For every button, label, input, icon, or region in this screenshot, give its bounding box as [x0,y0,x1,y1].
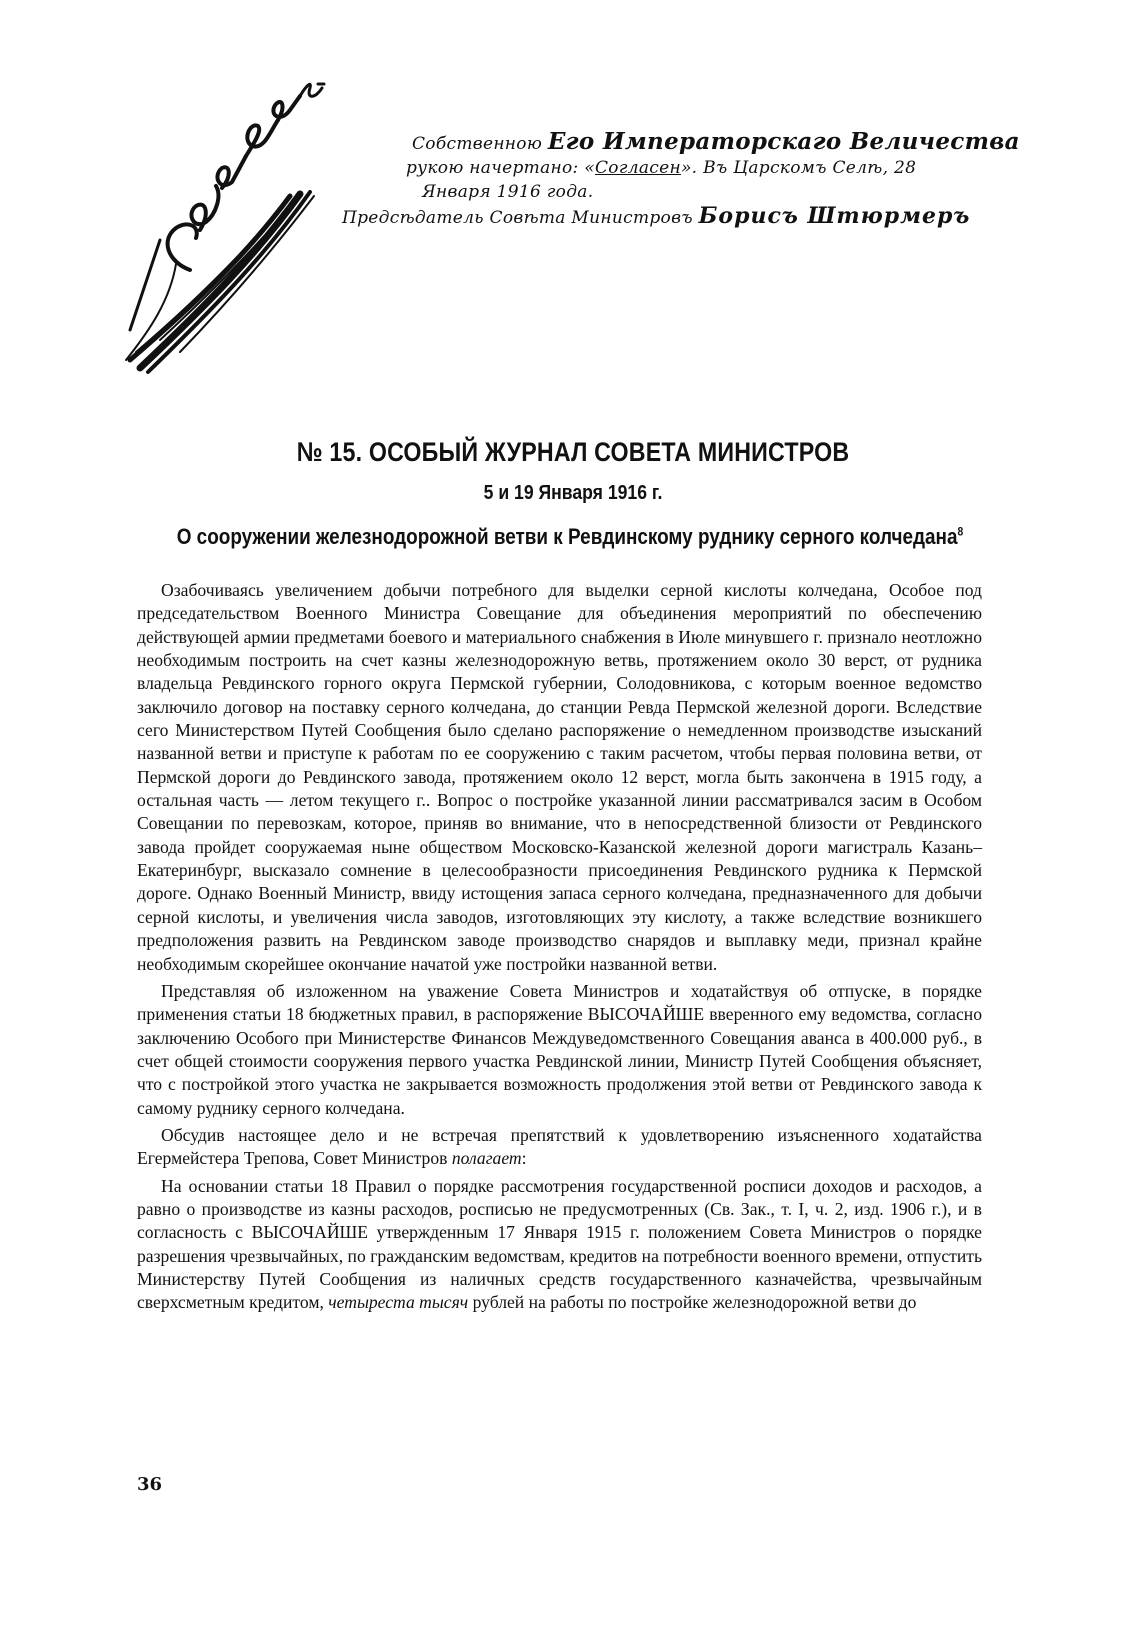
chairman-signature: Борисъ Штюрмеръ [698,203,971,229]
page-number: 36 [137,1474,163,1495]
imperial-annotation [342,128,1020,230]
annotation-line-2: рукою начертано: «Согласен». Въ Царскомъ Селѣ, 28 [406,158,917,178]
document-subject: О сооружении железнодорожной ветви к Ревдинскому руднику серного колчедана$^8$ [176,524,964,549]
annotation-line-4: Предсѣдатель Совѣта Министровъ Борисъ Штюрмеръ [342,203,971,229]
annotation-line-3: Января 1916 года. [422,182,594,202]
handwritten-resolution [0,0,1146,420]
paragraph-2: Представляя об изложенном на уважение Совета Министров и ходатайствуя об отпуске, в порядке применения статьи 18 бюджетных правил, в распоряжение ВЫСОЧАЙШЕ вверенного ему ведомства, согласно заключению Особого при Министерстве Финансов Междуведомственного Совещания аванса в 400.000 руб., в счет общей стоимости сооружения первого участка Ревдинской линии, Министр Путей Сообщения объясняет, что с постройкой этого участка не закрывается возможность продолжения этой ветви от Ревдинского завода к самому руднику серного колчедана. [137,980,982,1118]
document-body [137,579,982,1319]
paragraph-3: Обсудив настоящее дело и не встречая препятствий к удовлетворению изъясненного ходатайства Егермейстера Трепова, Совет Министров полагает: [137,1124,982,1169]
annotation-line-1: Собственною Его Императорскаго Величества [412,128,1020,155]
paragraph-1: Озабочиваясь увеличением добычи потребного для выделки серной кислоты колчедана, Особое под председательством Военного Министра Совещание для объединения мероприятий по обеспечению действующей армии предметами боевого и материального снабжения в Июле минувшего г. признало неотложно необходимым построить на счет казны железнодорожную ветвь, протяжением около 30 верст, от рудника владельца Ревдинского горного округа Пермской губернии, Солодовникова, с которым военное ведомство заключило договор на поставку серного колчедана, до станции Ревда Пермской железной дороги. Вследствие сего Министерством Путей Сообщения было сделано распоряжение о немедленном производстве изысканий названной ветви и приступе к работам по ее сооружению с таким расчетом, чтобы первая половина ветви, от Пермской дороги до Ревдинского завода, протяжением около 12 верст, могла быть закончена в 1915 году, а остальная часть — летом текущего г.. Вопрос о постройке указанной линии рассматривался засим в Особом Совещании по перевозкам, которое, приняв во внимание, что в непосредственной близости от Ревдинского завода пройдет сооружаемая ныне обществом Московско-Казанской железной дороги магистраль Казань–Екатеринбург, высказало сомнение в целесообразности присоединения Ревдинского рудника к Пермской дороге. Однако Военный Министр, ввиду истощения запаса серного колчедана, предназначенного для добычи серной кислоты, и увеличения числа заводов, изготовляющих эту кислоту, а также вследствие возникшего предположения развить на Ревдинском заводе производство снарядов и выплавку меди, признал крайне необходимым скорейшее окончание начатой уже постройки названной ветви. [137,580,982,974]
document-date: 5 и 19 Января 1916 г. [483,482,663,504]
paragraph-4: На основании статьи 18 Правил о порядке рассмотрения государственной росписи доходов и расходов, а равно о производстве из казны расходов, росписью не предусмотренных (Св. Зак., т. I, ч. 2, изд. 1906 г.), и в согласность с ВЫСОЧАЙШЕ утвержденным 17 Января 1915 г. положением Совета Министров о порядке разрешения чрезвычайных, по гражданским ведомствам, кредитов на потребности военного времени, отпустить Министерству Путей Сообщения из наличных средств государственного казначейства, чрезвычайным сверхсметным кредитом, четыреста тысяч рублей на работы по постройке железнодорожной ветви до [137,1175,982,1313]
footnote-marker: 8 [957,524,964,539]
document-title: № 15. ОСОБЫЙ ЖУРНАЛ СОВЕТА МИНИСТРОВ [296,437,850,467]
